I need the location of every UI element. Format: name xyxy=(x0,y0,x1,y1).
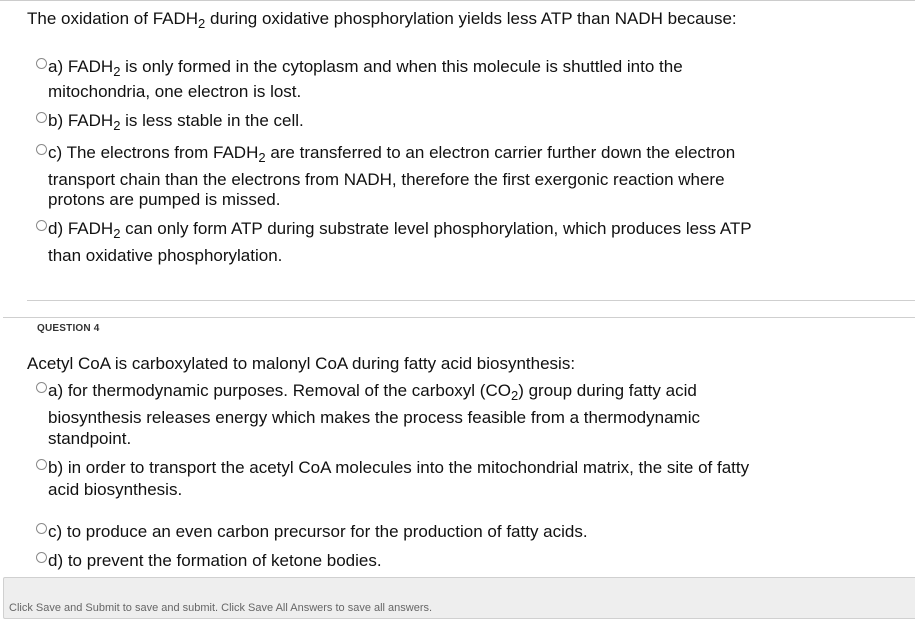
q3-option-d-label[interactable]: d) $FADH_2$ can only form ATP during substrate level phosphorylation, which produces less ATP xyxy=(48,219,752,241)
submit-footer xyxy=(3,577,915,619)
q3-option-d-label-2: than oxidative phosphorylation. xyxy=(48,246,283,265)
footer-instructions: Click Save and Submit to save and submit. Click Save All Answers to save all answers. xyxy=(9,602,433,614)
q4-option-b-radio[interactable] xyxy=(36,459,47,470)
question-divider-inner xyxy=(27,300,915,301)
q3-option-a-label[interactable]: a) $FADH_2$ is only formed in the cytoplasm and when this molecule is shuttled into the xyxy=(48,57,683,79)
q3-option-d-radio[interactable] xyxy=(36,220,47,231)
q3-option-b-radio[interactable] xyxy=(36,112,47,123)
q4-option-a-label[interactable]: a) for thermodynamic purposes. Removal of the carboxyl $(CO_2)$ group during fatty acid xyxy=(48,381,697,403)
question-4-label: QUESTION 4 xyxy=(37,323,100,334)
q4-option-b-label-2: acid biosynthesis. xyxy=(48,480,183,499)
q4-option-d-radio[interactable] xyxy=(36,552,47,563)
top-divider xyxy=(0,0,915,1)
q3-option-a-label-2: mitochondria, one electron is lost. xyxy=(48,82,302,101)
q4-option-a-label-3: standpoint. xyxy=(48,429,132,448)
q3-option-b-label[interactable]: b) $FADH_2$ is less stable in the cell. xyxy=(48,111,304,133)
q4-option-a-label-2: biosynthesis releases energy which makes the process feasible from a thermodynamic xyxy=(48,408,700,427)
q3-option-c-label[interactable]: c) The electrons from $FADH_2$ are transferred to an electron carrier further down the electron xyxy=(48,143,736,165)
q4-stem: Acetyl CoA is carboxylated to malonyl CoA during fatty acid biosynthesis: xyxy=(27,354,576,373)
q3-option-c-label-3: protons are pumped is missed. xyxy=(48,190,281,209)
q4-option-b-label[interactable]: b) in order to transport the acetyl CoA molecules into the mitochondrial matrix, the site of fatty xyxy=(48,458,750,477)
question-divider xyxy=(3,317,915,318)
q3-option-a-radio[interactable] xyxy=(36,58,47,69)
q4-option-c-radio[interactable] xyxy=(36,523,47,534)
q3-stem: The oxidation of $FADH_2$ during oxidative phosphorylation yields less ATP than NADH because: xyxy=(27,9,737,31)
q4-option-c-label[interactable]: c) to produce an even carbon precursor for the production of fatty acids. xyxy=(48,522,588,541)
q3-option-c-label-2: transport chain than the electrons from NADH, therefore the first exergonic reaction where xyxy=(48,170,725,189)
q3-option-c-radio[interactable] xyxy=(36,144,47,155)
q4-option-a-radio[interactable] xyxy=(36,382,47,393)
q4-option-d-label[interactable]: d) to prevent the formation of ketone bodies. xyxy=(48,551,382,570)
